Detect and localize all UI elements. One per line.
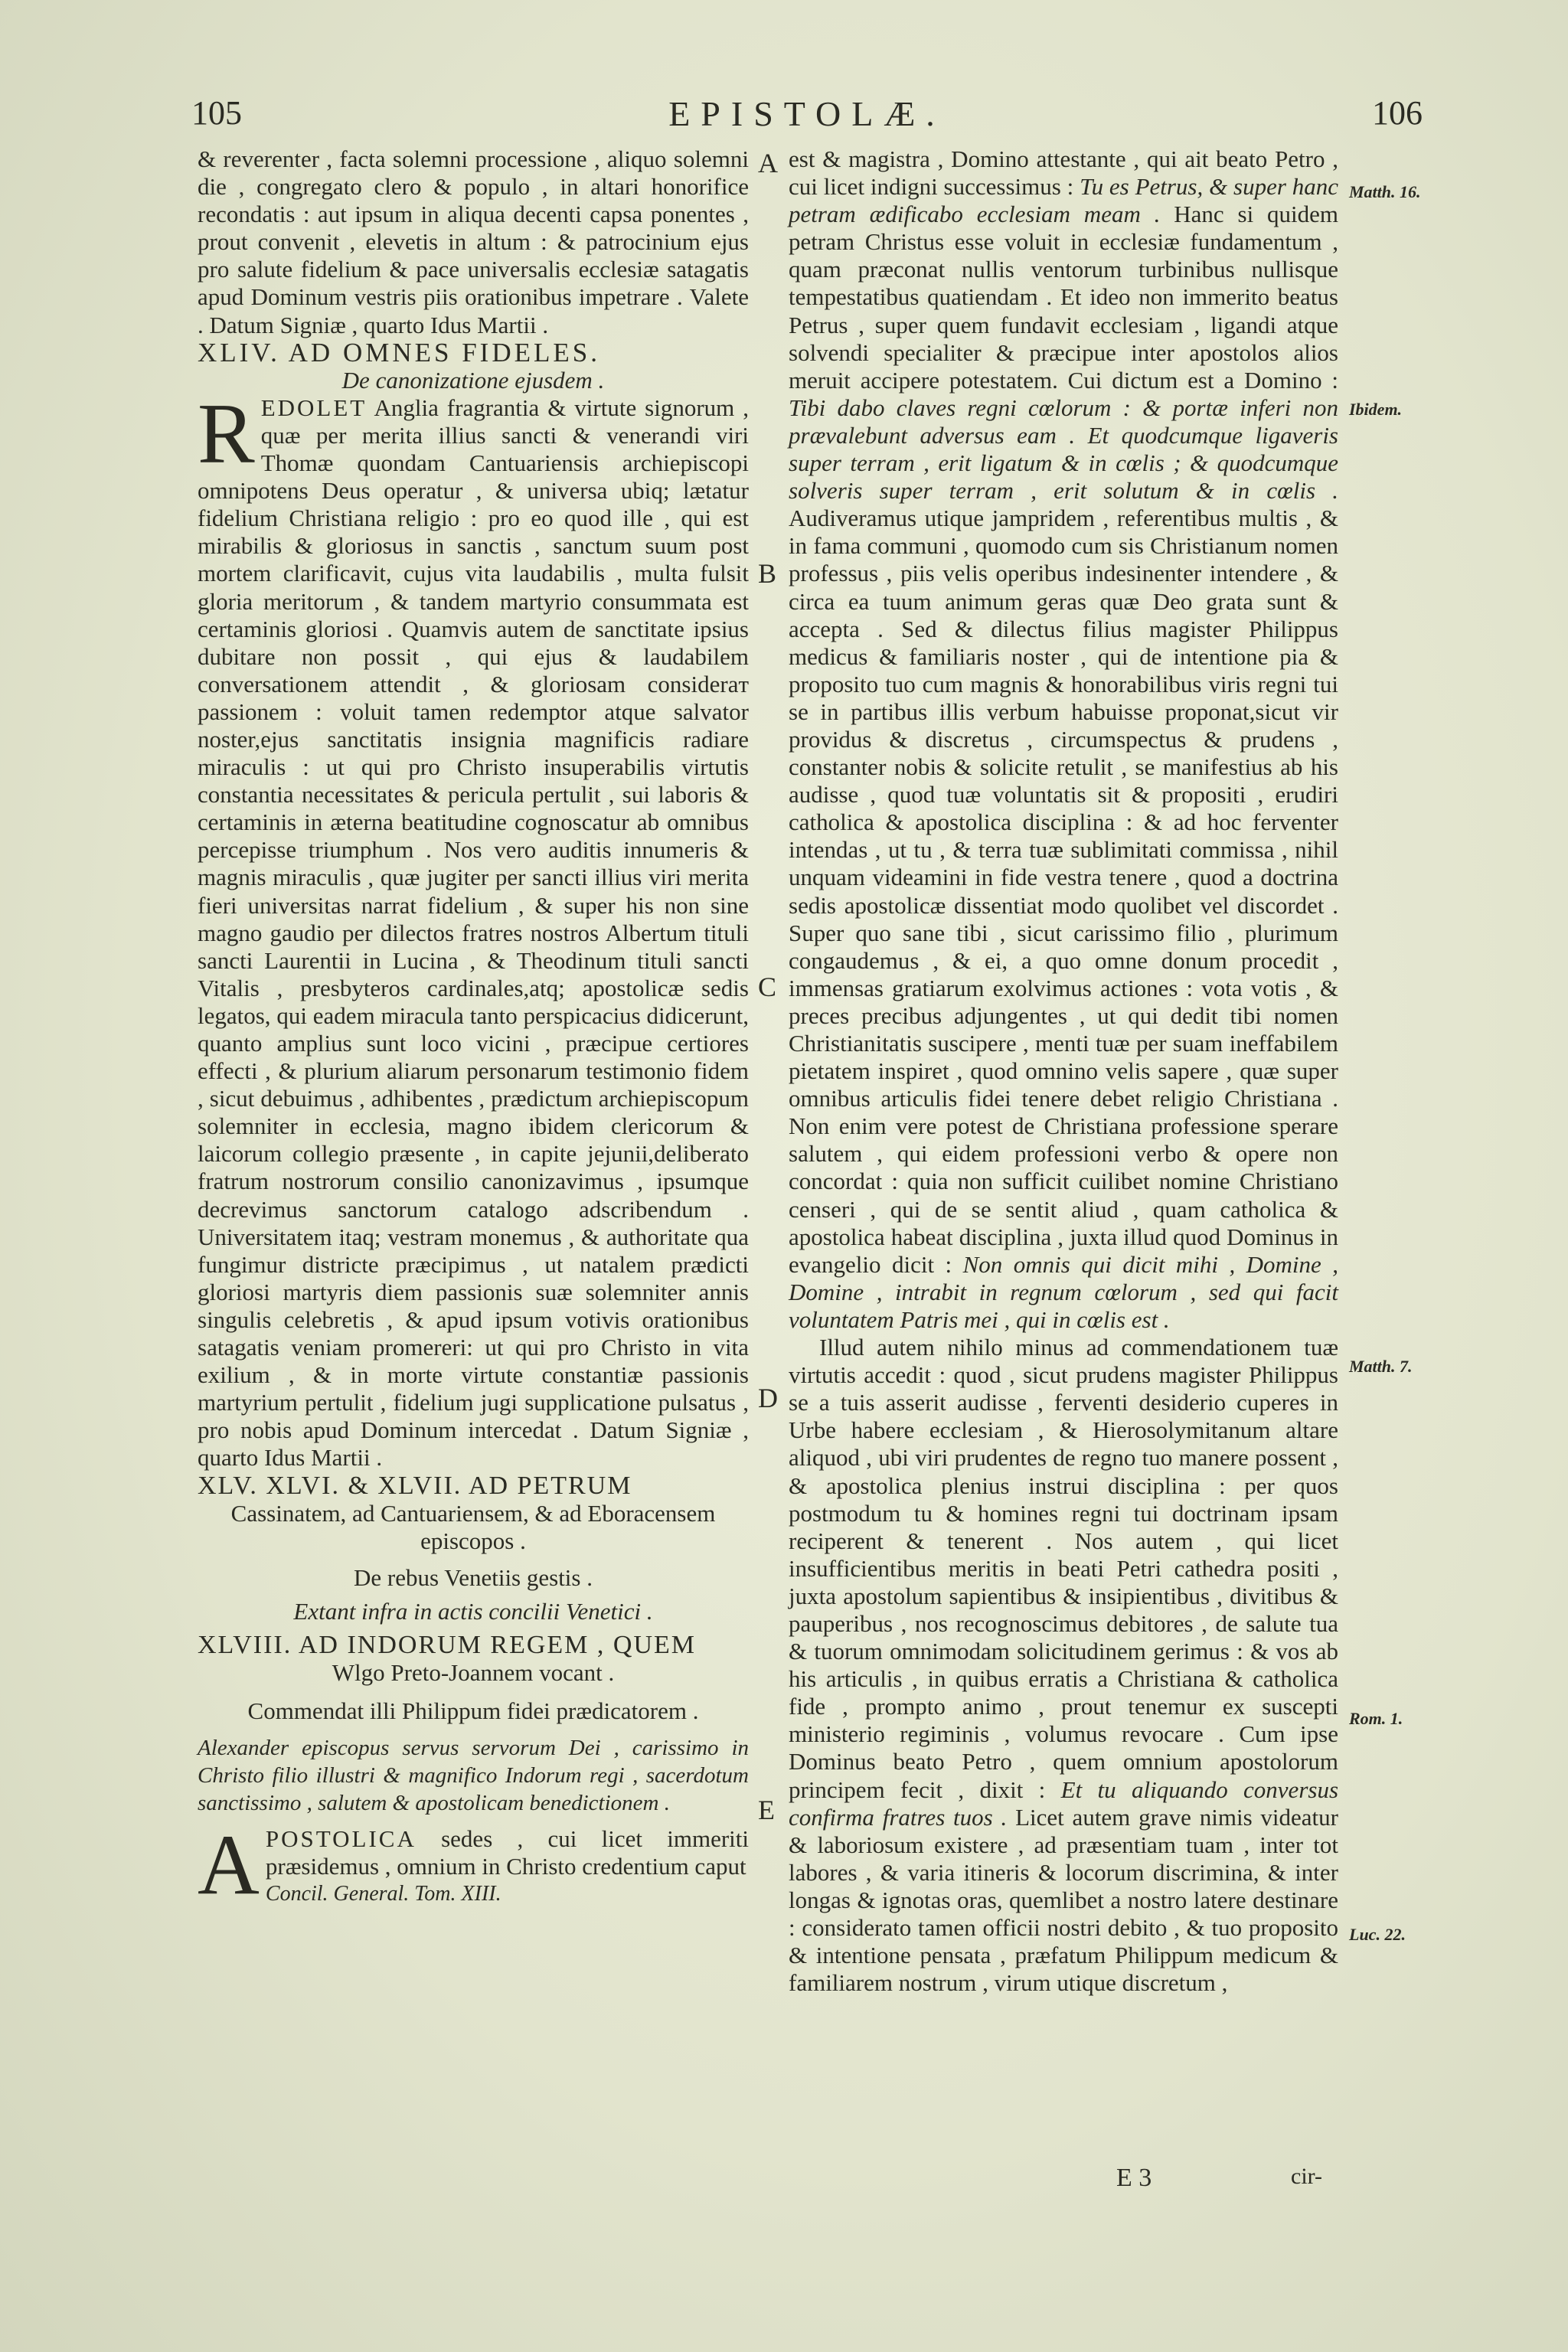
letter-48-heading-cont: Wlgo Preto-Joannem vocant . [332, 1659, 615, 1687]
letter-48-subtitle: Commendat illi Philippum fidei prædicatorem . [247, 1697, 699, 1725]
letter-45-heading: XLV. XLVI. & XLVII. AD PETRUM [198, 1471, 632, 1500]
marginal-note-ibidem: Ibidem. [1349, 400, 1403, 419]
letter-44-body [198, 386, 749, 1472]
running-title: EPISTOLÆ. [668, 94, 946, 133]
dropcap-a: A [198, 1817, 260, 1913]
right-paragraph-2 [789, 1334, 1338, 1997]
letter-44-heading: XLIV. AD OMNES FIDELES. [198, 337, 600, 368]
marginal-note-matth-16: Matth. 16. [1349, 182, 1421, 201]
right-body-3: Audiveramus utique jampridem , referentibus multis , & in fama communi , quomodo cum sis Christianum nomen professus , piis velis operibus indesinenter intendere , & circa ea tuum animum geras quæ Deo grata sunt & accepta . Sed & dilectus filius magister Philippus medicus & familiaris noster , qui de intentione pia & proposito tuo cum magnis & honorabilibus viris regni tui se in partibus illis verbum habuisse proponat,sicut vir providus & discretus , circumspectus & prudens , constanter nobis & solicite retulit , se manifestius ab his audisse , quod tuæ voluntatis sit & propositi , erudiri catholica & apostolica disciplina : & ad hoc ferventer intendas , ut tu , & terra tuæ sublimitati commissa , nihil unquam videamini in fide vestra tenere , quod a doctrina sedis apostolicæ dissentiat modo quolibet vel discordet . Super quo sane tibi , sicut carissimo filio , plurimum congaudemus , & ei, a quo omne donum procedit , immensas gratiarum exolvimus actiones : vota votis , & preces precibus adjungentes , ut qui dedit tibi nomen Christianitatis suscipere , menti tuæ per suam ineffabilem pietatem inspiret , quod omnino velis sapere , quæ super omnibus articulis fidei tenere debet religio Christiana . Non enim vere potest de Christiana professione sperare salutem , qui eidem professioni verbo & opere non concordat : quia non sufficit cuilibet nomine Christiano censeri , qui de se sentit aliud , quam catholica & apostolica habeat disciplina , juxta illud quod Dominus in evangelio dicit : [789, 505, 1338, 1278]
letter-45-heading-cont: Cassinatem, ad Cantuariensem, & ad Eboracensem episcopos . [230, 1499, 716, 1554]
section-letter-b: B [758, 558, 777, 589]
opening-paragraph: & reverenter , facta solemni processione , aliquo solemni die , congregato clero & populo , in altari honorifice recondatis : aut ipsum in aliqua decenti capsa ponentes , prout convenit , elevetis in altum : & patrocinium ejus pro salute fidelium & pace universalis ecclesiæ satagatis apud Dominum vestris piis orationibus impetrare . Valete . Datum Signiæ , quarto Idus Martii . [198, 145, 749, 338]
quote-1: Tu es Petrus, & super hanc petram ædificabo ecclesiam meam . [789, 173, 1338, 228]
catchword: cir- [1291, 2164, 1323, 2189]
page-number-left: 105 [191, 94, 242, 132]
left-column [198, 145, 749, 1913]
letter-44-subtitle: De canonizatione ejusdem . [341, 366, 605, 394]
letter-44-text: Anglia fragrantia & virtute signorum , quæ per merita illius sancti & venerandi viri Thomæ quondam Cantuariensis archiepiscopi omnipotens Deus operatur , & universa ubiq; lætatur fidelium Christiana religio : pro eo quod ille , qui est mirabilis & gloriosus in sanctis , sanctum suum post mortem clarificavit, cujus vita laudabilis , multa fulsit gloria meritorum , & tandem martyrio consummata est certaminis gloriosi . Quamvis autem de sanctitate ipsius dubitare non possit , qui ejus & laudabilem conversationem attendit , & gloriosam consideraт passionem : voluit tamen redemptor atque salvator noster,ejus sanctitatis insignia magnificis radiare miraculis : ut qui pro Christo insuperabilis virtutis constantia necessitates & pericula pertulit , sui laboris & certaminis in æterna beatitudine cognoscatur ab omnibus percepisse triumphum . Nos vero auditis innumeris & magnis miraculis , quæ jugiter per sancti illius viri merita fieri universitas narrat fidelium , & super his non sine magno gaudio per dilectos fratres nostros Albertum tituli sancti Laurentii in Lucina , & Theodinum tituli sancti Vitalis , presbyteros cardinales,atq; apostolicæ sedis legatos, qui eadem miracula tanto perspicacius didicerunt, quanto amplius sunt loco vicini , præcipue certiores effecti , & plurium aliarum personarum testimonio fidem , sicut debuimus , adhibentes , prædictum archiepiscopum solemniter in ecclesia, magno ibidem clericorum & laicorum collegio præsente , in capite jejunii,deliberato fratrum nostrorum consilio canonizavimus , ipsumque decrevimus sanctorum catalogo adscribendum . Universitatem itaq; vestram monemus , & authoritate qua fungimur districte præcipimus , ut natalem prædicti gloriosi martyris diem passionis suæ solemniter annis singulis celebretis , & apud ipsum votivis orationibus satagatis veniam promereri: ut qui pro Christo in vita exilium , & in morte virtute constantiæ passionis martyrium pertulit , fidelium jugi supplicatione pulsatus , pro nobis apud Dominum intercedat . Datum Signiæ , quarto Idus Martii . [198, 394, 749, 1472]
quote-4: Et tu aliquando conversus confirma fratres tuos . [789, 1775, 1339, 1831]
marginal-note-matth-7: Matth. 7. [1349, 1357, 1413, 1376]
right-body-5: Licet autem grave nimis videatur & laboriosum existere , ad præsentiam tuam , inter tot labores , & varia itineris & locorum discrimina, & inter longas & ignotas oras, quemlibet a nostro latere destinare : considerato tamen officii nostri debito , & tuo proposito & intentione pensata , præfatum Philippum medicum & familiarem nostrum , virum utique discretum , [789, 1803, 1338, 1997]
letter-44-first-word: EDOLET [260, 394, 368, 421]
marginal-note-luc-22: Luc. 22. [1349, 1925, 1406, 1944]
right-body-1: est & magistra , Domino attestante , qui ait beato Petro , cui licet indigni successimus : [789, 145, 1338, 201]
right-column [789, 145, 1338, 1997]
section-letter-c: C [758, 972, 777, 1002]
page-number-right: 106 [1372, 94, 1423, 132]
quote-3: Non omnis qui dicit mihi , Domine , Domine , intrabit in regnum cœlorum , sed qui facit voluntatem Patris mei , qui in cœlis est . [789, 1250, 1339, 1333]
letter-45-subtitle: De rebus Venetiis gestis . [354, 1563, 593, 1591]
letter-45-extant: Extant infra in actis concilii Venetici . [293, 1597, 653, 1625]
right-body-2: Hanc si quidem petram Christus esse voluit in ecclesiæ fundamentum , quam præconat nullis ventorum turbinibus nullisque tempestatibus quatiendam . Et ideo non immerito beatus Petrus , super quem fundavit ecclesiam , ligandi atque solvendi specialiter & præcipue inter apostolos alios meruit accipere potestatem. Cui dictum est a Domino : [789, 201, 1338, 394]
right-paragraph-1 [789, 145, 1338, 1334]
marginal-note-rom-1: Rom. 1. [1349, 1709, 1403, 1728]
right-body-4: Illud autem nihilo minus ad commendationem tuæ virtutis accedit : quod , sicut prudens magister Philippus se a tuis asserit audisse , ferventi desiderio cuperes in Urbe habere ecclesiam , & Hierosolymitanum altare aliquod , ubi viri prudentes de regno tuo manere possent , & apostolica plenius instrui disciplina : per quos postmodum tu & homines regni tui doctrinam ipsam reciperent & tenerent . Nos autem , qui licet insufficientibus meritis in beati Petri cathedra positi , juxta apostolum sapientibus & insipientibus , divitibus & pauperibus , nos recognoscimus debitores , de salute tua & tuorum omnimodam solicitudinem gerimus : & vos ab his articulis , in quibus erratis a Christiana & catholica fide , prompto animo , prout tenemur ex suscepti ministerio regiminis , volumus revocare . Cum ipse Dominus beato Petro , quem omnium apostolorum principem fecit , dixit : [789, 1334, 1338, 1803]
dropcap-r: R [198, 386, 255, 482]
letter-48-heading: XLVIII. AD INDORUM REGEM , QUEM [198, 1630, 697, 1659]
section-letter-d: D [758, 1383, 778, 1413]
signature-mark: E 3 [1116, 2164, 1152, 2192]
footer-signature: Concil. General. Tom. XIII. [265, 1881, 501, 1906]
running-header [191, 93, 1423, 139]
section-letter-e: E [758, 1795, 775, 1825]
letter-48-first-word: POSTOLICA [265, 1824, 416, 1852]
letter-48-salutation: Alexander episcopus servus servorum Dei , carissimo in Christo filio illustri & magnifico Indorum regi , sacerdotum sanctissimo , salutem & apostolicam benedictionem . [198, 1736, 749, 1816]
quote-2: Tibi dabo claves regni cœlorum : & portæ inferi non prævalebunt adversus eam . Et quodcumque ligaveris super terram , erit ligatum & in cœlis ; & quodcumque solveris super terram , erit solutum & in cœlis . [789, 394, 1338, 505]
section-letter-a: A [758, 148, 778, 178]
letter-48-text: sedes , cui licet immeriti præsidemus , omnium in Christo credentium caput [265, 1824, 749, 1880]
